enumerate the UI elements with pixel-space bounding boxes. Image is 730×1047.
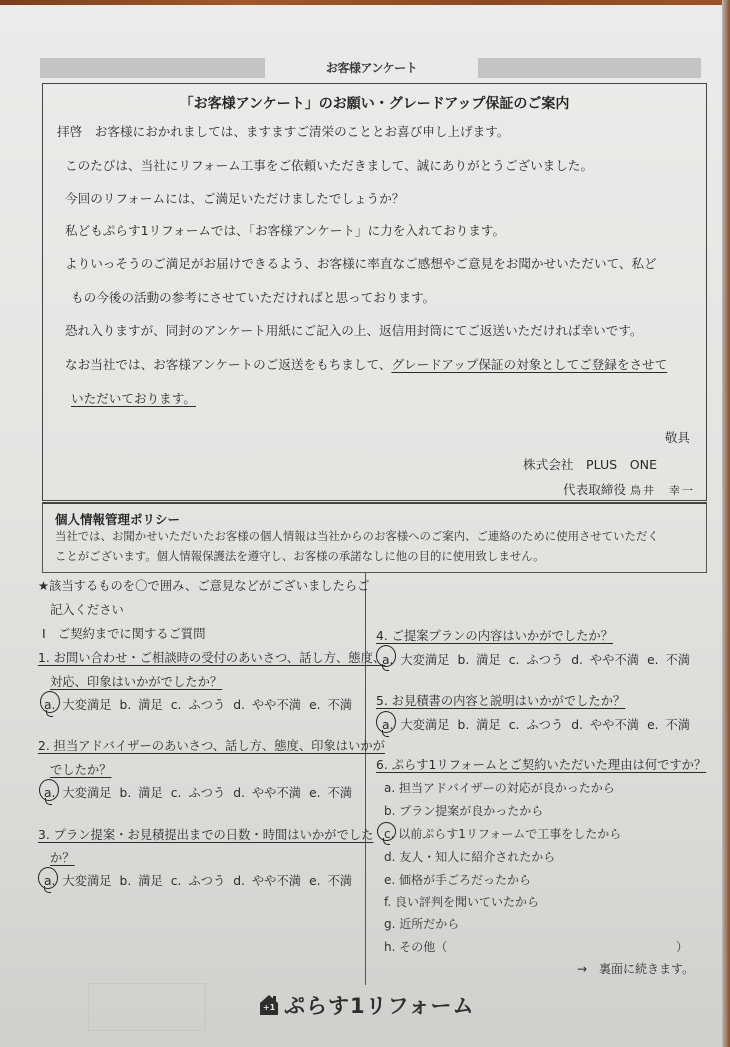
question-4: 4. ご提案プランの内容はいかがでしたか？ [376,629,613,643]
option-d[interactable]: d. やや不満 [233,698,302,712]
option-e[interactable]: e. 不満 [309,698,353,712]
closing-keigu: 敬具 [664,430,690,445]
answer-options-q5 [382,715,698,733]
option-a[interactable]: a. 大変満足 [44,786,112,800]
reason-a[interactable]: a. 担当アドバイザーの対応が良かったから [384,781,615,795]
representative [563,479,695,498]
selected-circle-mark [376,645,396,667]
answer-options-q4 [382,650,698,668]
continue-on-back-note: → 裏面に続きます。 [577,962,695,976]
desk-edge [722,0,730,1047]
question-5: 5. お見積書の内容と説明はいかがでしたか？ [376,694,626,708]
header-bar-right [478,58,701,78]
page-title: お客様アンケート [325,61,418,75]
reason-f[interactable]: f. 良い評判を聞いていたから [384,895,539,909]
reason-e[interactable]: e. 価格が手ごろだったから [384,873,532,887]
intro-paragraph-warranty [65,354,667,373]
question-1: 1. お問い合わせ・ご相談時の受付のあいさつ、話し方、態度、 [38,651,386,665]
intro-paragraph: このたびは、当社にリフォーム工事をご依頼いただきまして、誠にありがとうございました。 [65,158,594,173]
option-a[interactable]: a. 大変満足 [44,874,112,888]
policy-text: 当社では、お聞かせいただいたお客様の個人情報は当社からのお客様へのご案内、ご連絡のために使用させていただく [55,529,659,543]
policy-text: ことがございます。個人情報保護法を遵守し、お客様の承諾なしに他の目的に使用致しません。 [55,549,545,563]
option-b[interactable]: b. 満足 [457,653,501,667]
answer-options-q3 [44,871,360,889]
reason-b[interactable]: b. プラン提案が良かったから [384,804,544,818]
question-2-cont: でしたか？ [50,763,112,777]
logo-text: ぷらす1リフォーム [284,994,475,1018]
option-d[interactable]: d. やや不満 [571,653,640,667]
intro-title: 「お客様アンケート」のお願い・グレードアップ保証のご案内 [179,96,570,112]
option-b[interactable]: b. 満足 [119,698,163,712]
warranty-underlined-text: グレードアップ保証の対象としてご登録をさせて [391,357,668,372]
selected-circle-mark [377,822,396,841]
privacy-policy-box [42,502,707,573]
rep-name: 鳥井 幸一 [629,484,695,497]
faded-stamp-mark [88,983,206,1031]
reason-c[interactable]: c. 以前ぷらす1リフォームで工事をしたから [384,827,622,841]
survey-sheet [0,5,722,1047]
warranty-text: なお当社では、お客様アンケートのご返送をもちまして、 [65,357,392,372]
reason-h-close-paren: ） [676,940,689,954]
header-bar-left [40,58,265,78]
rep-title: 代表取締役 [563,482,626,497]
house-logo-icon [258,994,280,1016]
column-divider [365,573,366,985]
question-6: 6. ぷらす1リフォームとご契約いただいた理由は何ですか？ [376,758,707,772]
option-a[interactable]: a. 大変満足 [382,718,450,732]
survey-instruction: ★該当するものを〇で囲み、ご意見などがございましたらご [38,579,370,593]
option-a[interactable]: a. 大変満足 [44,698,112,712]
option-e[interactable]: e. 不満 [647,653,691,667]
answer-options-q1 [44,695,360,713]
option-b[interactable]: b. 満足 [457,718,501,732]
section-title: Ⅰ ご契約までに関するご質問 [42,627,206,641]
option-b[interactable]: b. 満足 [119,874,163,888]
selected-circle-mark [39,779,59,801]
intro-paragraph: 今回のリフォームには、ご満足いただけましたでしょうか？ [65,191,405,206]
intro-paragraph: もの今後の活動の参考にさせていただければと思っております。 [71,290,436,305]
option-c[interactable]: c. ふつう [170,698,226,712]
intro-paragraph: 恐れ入りますが、同封のアンケート用紙にご記入の上、返信用封筒にてご返送いただければ幸いです。 [65,323,643,338]
option-c[interactable]: c. ふつう [508,653,564,667]
option-c[interactable]: c. ふつう [170,786,226,800]
selected-circle-mark [376,711,396,733]
company-logo [258,991,475,1019]
warranty-underlined-text-2: いただいております。 [71,391,196,406]
selected-circle-mark [40,691,60,713]
intro-paragraph: よりいっそうのご満足がお届けできるよう、お客様に率直なご感想やご意見をお聞かせいただいて、私ど [65,256,657,271]
option-d[interactable]: d. やや不満 [233,874,302,888]
option-e[interactable]: e. 不満 [309,786,353,800]
option-c[interactable]: c. ふつう [170,874,226,888]
reason-h[interactable]: h. その他（ [384,940,448,954]
survey-instruction: 記入ください [50,603,124,617]
intro-paragraph: 私どもぷらす1リフォームでは、「お客様アンケート」に力を入れております。 [65,223,506,238]
option-d[interactable]: d. やや不満 [571,718,640,732]
intro-letter-box [42,83,707,501]
option-c[interactable]: c. ふつう [508,718,564,732]
option-b[interactable]: b. 満足 [119,786,163,800]
option-a[interactable]: a. 大変満足 [382,653,450,667]
question-2: 2. 担当アドバイザーのあいさつ、話し方、態度、印象はいかが [38,739,385,753]
option-e[interactable]: e. 不満 [309,874,353,888]
question-1-cont: 対応、印象はいかがでしたか？ [50,675,223,689]
company-name: 株式会社 PLUS ONE [523,457,658,472]
question-3-cont: か？ [50,851,75,865]
reason-d[interactable]: d. 友人・知人に紹介されたから [384,850,556,864]
selected-circle-mark [38,867,58,889]
answer-options-q2 [44,783,360,801]
svg-text:+1: +1 [262,1003,276,1012]
intro-paragraph: 拝啓 お客様におかれましては、ますますご清栄のこととお喜び申し上げます。 [57,124,510,139]
option-d[interactable]: d. やや不満 [233,786,302,800]
option-e[interactable]: e. 不満 [647,718,691,732]
reason-g[interactable]: g. 近所だから [384,917,460,931]
policy-title: 個人情報管理ポリシー [55,512,181,527]
question-3: 3. プラン提案・お見積提出までの日数・時間はいかがでした [38,828,374,842]
